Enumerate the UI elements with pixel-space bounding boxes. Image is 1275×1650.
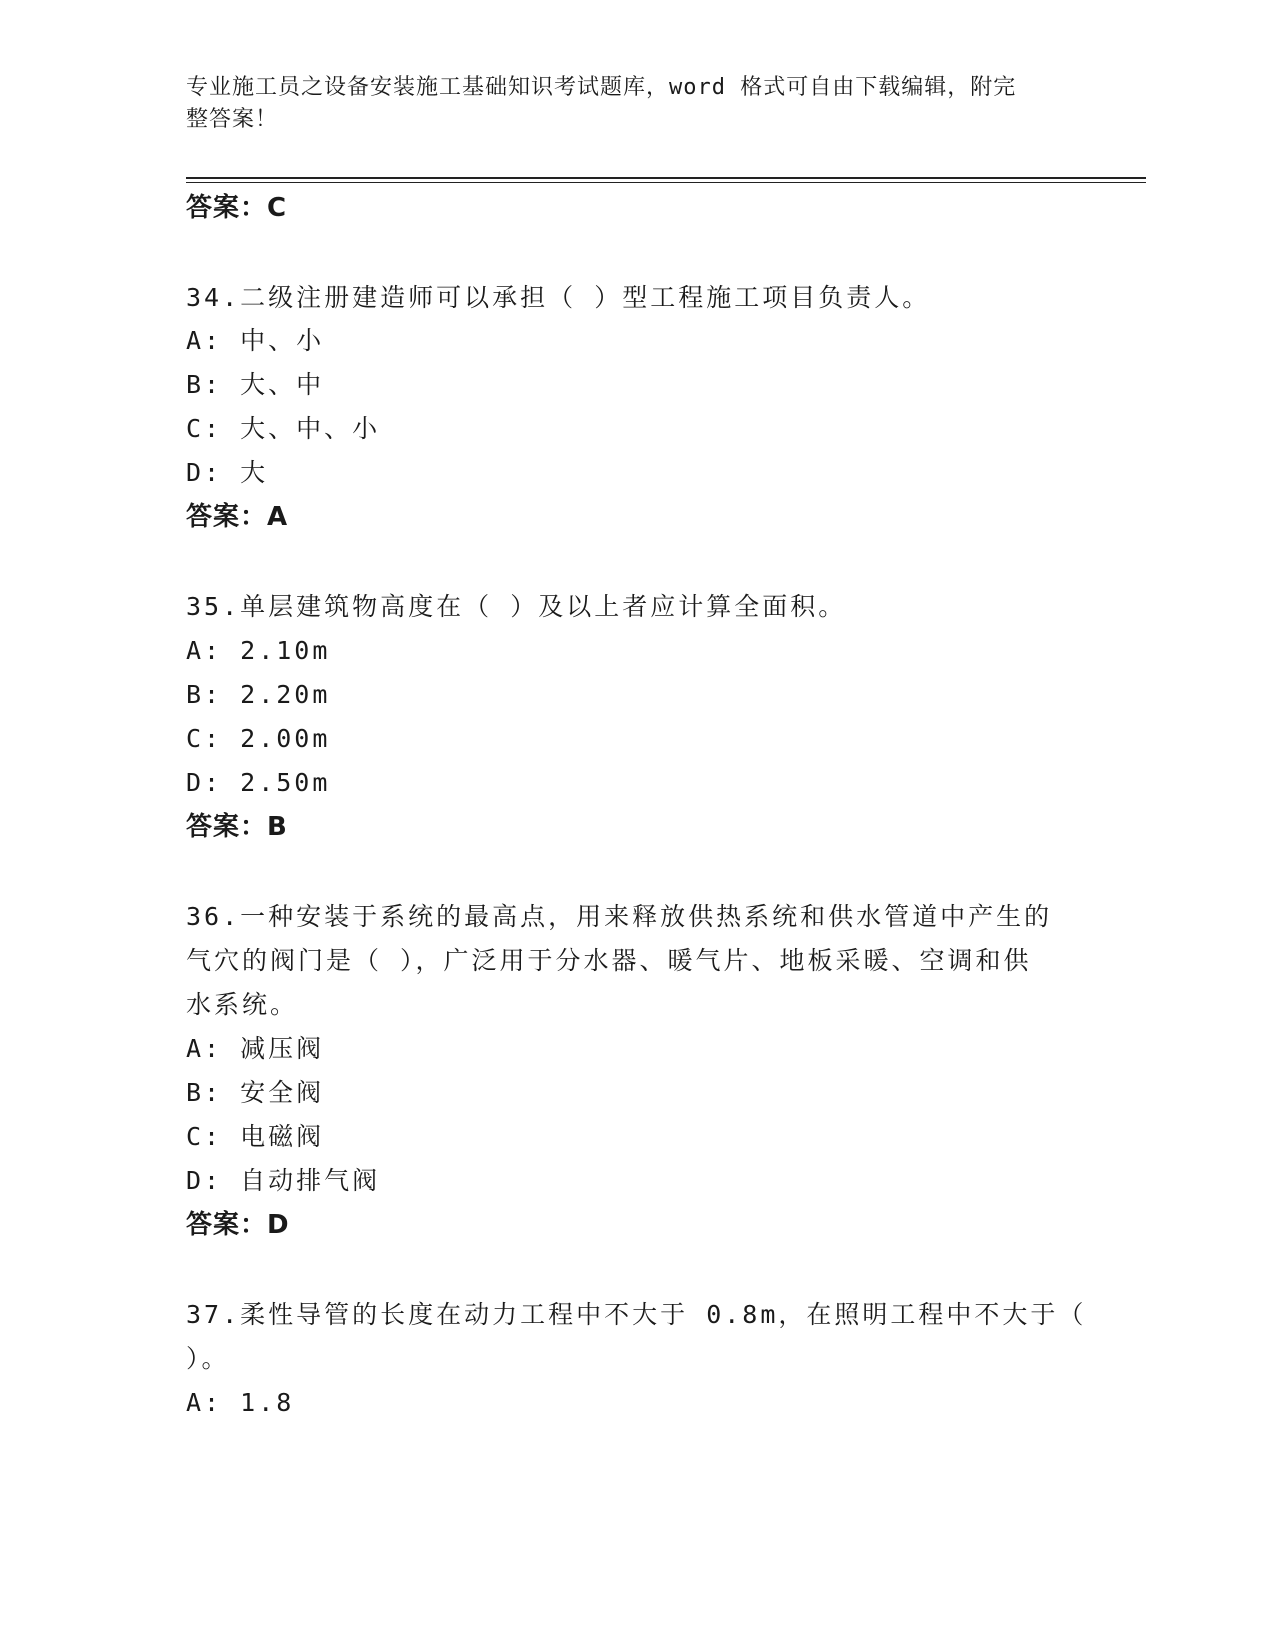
option-34-c: C: 大、中、小	[186, 414, 381, 443]
header-divider-thin	[186, 182, 1146, 183]
header-line-1: 专业施工员之设备安装施工基础知识考试题库，word 格式可自由下载编辑，附完	[186, 75, 1017, 100]
document-header	[186, 72, 1066, 136]
option-35-b: B: 2.20m	[186, 680, 331, 709]
option-36-a: A: 减压阀	[186, 1034, 325, 1063]
question-36-line-3: 水系统。	[186, 990, 299, 1019]
question-34: 34.二级注册建造师可以承担（ ）型工程施工项目负责人。	[186, 283, 931, 312]
option-34-d: D: 大	[186, 458, 269, 487]
option-34-b: B: 大、中	[186, 370, 325, 399]
question-37-line-2: ）。	[186, 1344, 230, 1373]
answer-q36: 答案：D	[186, 1210, 290, 1240]
answer-q33: 答案：C	[186, 193, 288, 223]
header-divider-thick	[186, 177, 1146, 179]
answer-q35: 答案：B	[186, 812, 288, 842]
question-37-line-1: 37.柔性导管的长度在动力工程中不大于 0.8m，在照明工程中不大于（	[186, 1300, 1087, 1329]
option-35-a: A: 2.10m	[186, 636, 331, 665]
option-36-d: D: 自动排气阀	[186, 1166, 381, 1195]
header-line-2: 整答案！	[186, 107, 279, 132]
answer-q34: 答案：A	[186, 502, 289, 532]
option-37-a: A: 1.8	[186, 1388, 295, 1417]
question-35: 35.单层建筑物高度在（ ）及以上者应计算全面积。	[186, 592, 847, 621]
option-34-a: A: 中、小	[186, 326, 325, 355]
option-36-b: B: 安全阀	[186, 1078, 325, 1107]
option-35-c: C: 2.00m	[186, 724, 331, 753]
question-36-line-2: 气穴的阀门是（ ），广泛用于分水器、暖气片、地板采暖、空调和供	[186, 946, 1032, 975]
option-35-d: D: 2.50m	[186, 768, 331, 797]
option-36-c: C: 电磁阀	[186, 1122, 325, 1151]
question-36-line-1: 36.一种安装于系统的最高点，用来释放供热系统和供水管道中产生的	[186, 902, 1053, 931]
